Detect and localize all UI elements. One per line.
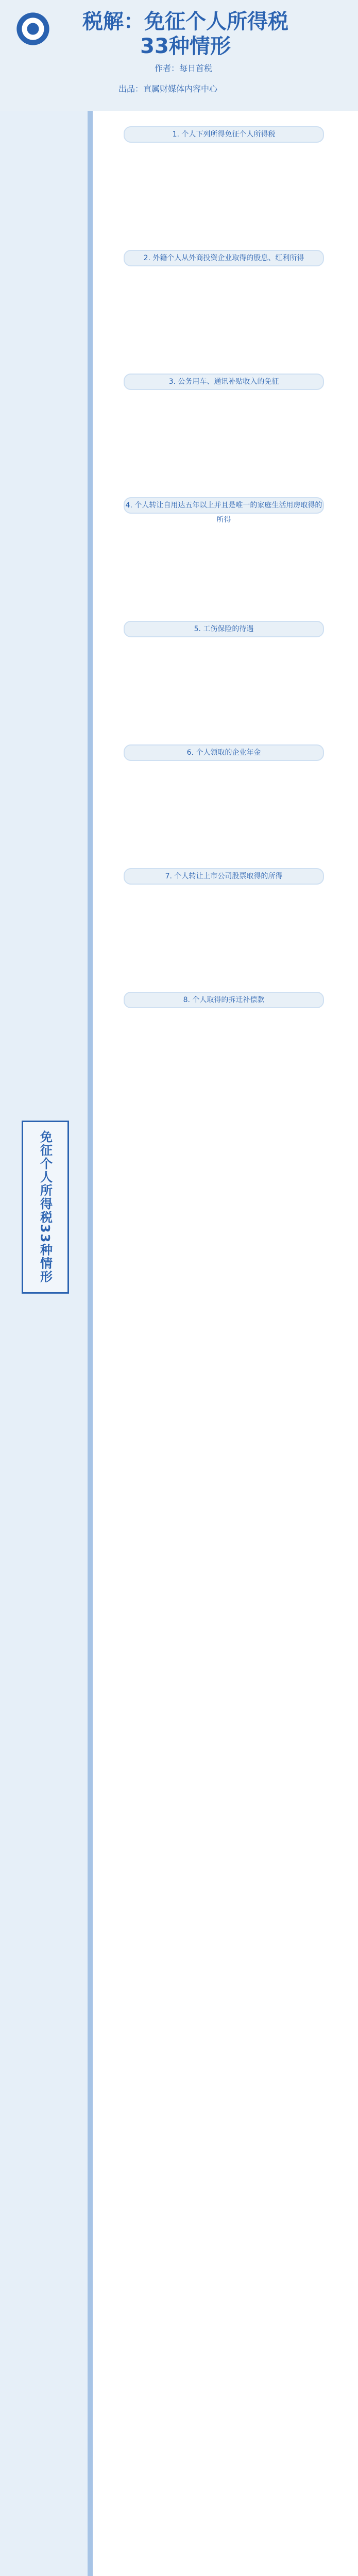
page-title: 税解：免征个人所得税33种情形 <box>82 10 288 58</box>
content-stripe <box>88 111 93 2576</box>
item-7 <box>88 868 358 925</box>
logo-icon <box>14 10 52 47</box>
item-2 <box>88 250 358 307</box>
source: 出品：直属财媒体内容中心 <box>118 84 218 94</box>
vertical-title: 免征个人所得税33种情形 <box>38 1130 53 1284</box>
item-4 <box>88 497 358 554</box>
item-title: 7. 个人转让上市公司股票取得的所得 <box>124 868 324 885</box>
item-title: 2. 外籍个人从外商投资企业取得的股息、红利所得 <box>124 250 324 266</box>
item-title: 5. 工伤保险的待遇 <box>124 621 324 637</box>
author: 作者：每日首税 <box>155 63 213 73</box>
item-5 <box>88 621 358 677</box>
left-frame <box>0 111 88 2576</box>
item-title: 8. 个人取得的拆迁补偿款 <box>124 992 324 1008</box>
header <box>0 0 358 111</box>
item-title: 1. 个人下列所得免征个人所得税 <box>124 126 324 143</box>
vertical-title-box <box>22 1121 69 1294</box>
item-6 <box>88 744 358 801</box>
item-title: 6. 个人领取的企业年金 <box>124 744 324 761</box>
item-8 <box>88 992 358 1048</box>
item-title: 4. 个人转让自用达五年以上并且是唯一的家庭生活用房取得的所得 <box>124 497 324 514</box>
content <box>88 111 358 2576</box>
item-3 <box>88 374 358 430</box>
item-1 <box>88 126 358 183</box>
item-title: 3. 公务用车、通讯补贴收入的免征 <box>124 374 324 390</box>
